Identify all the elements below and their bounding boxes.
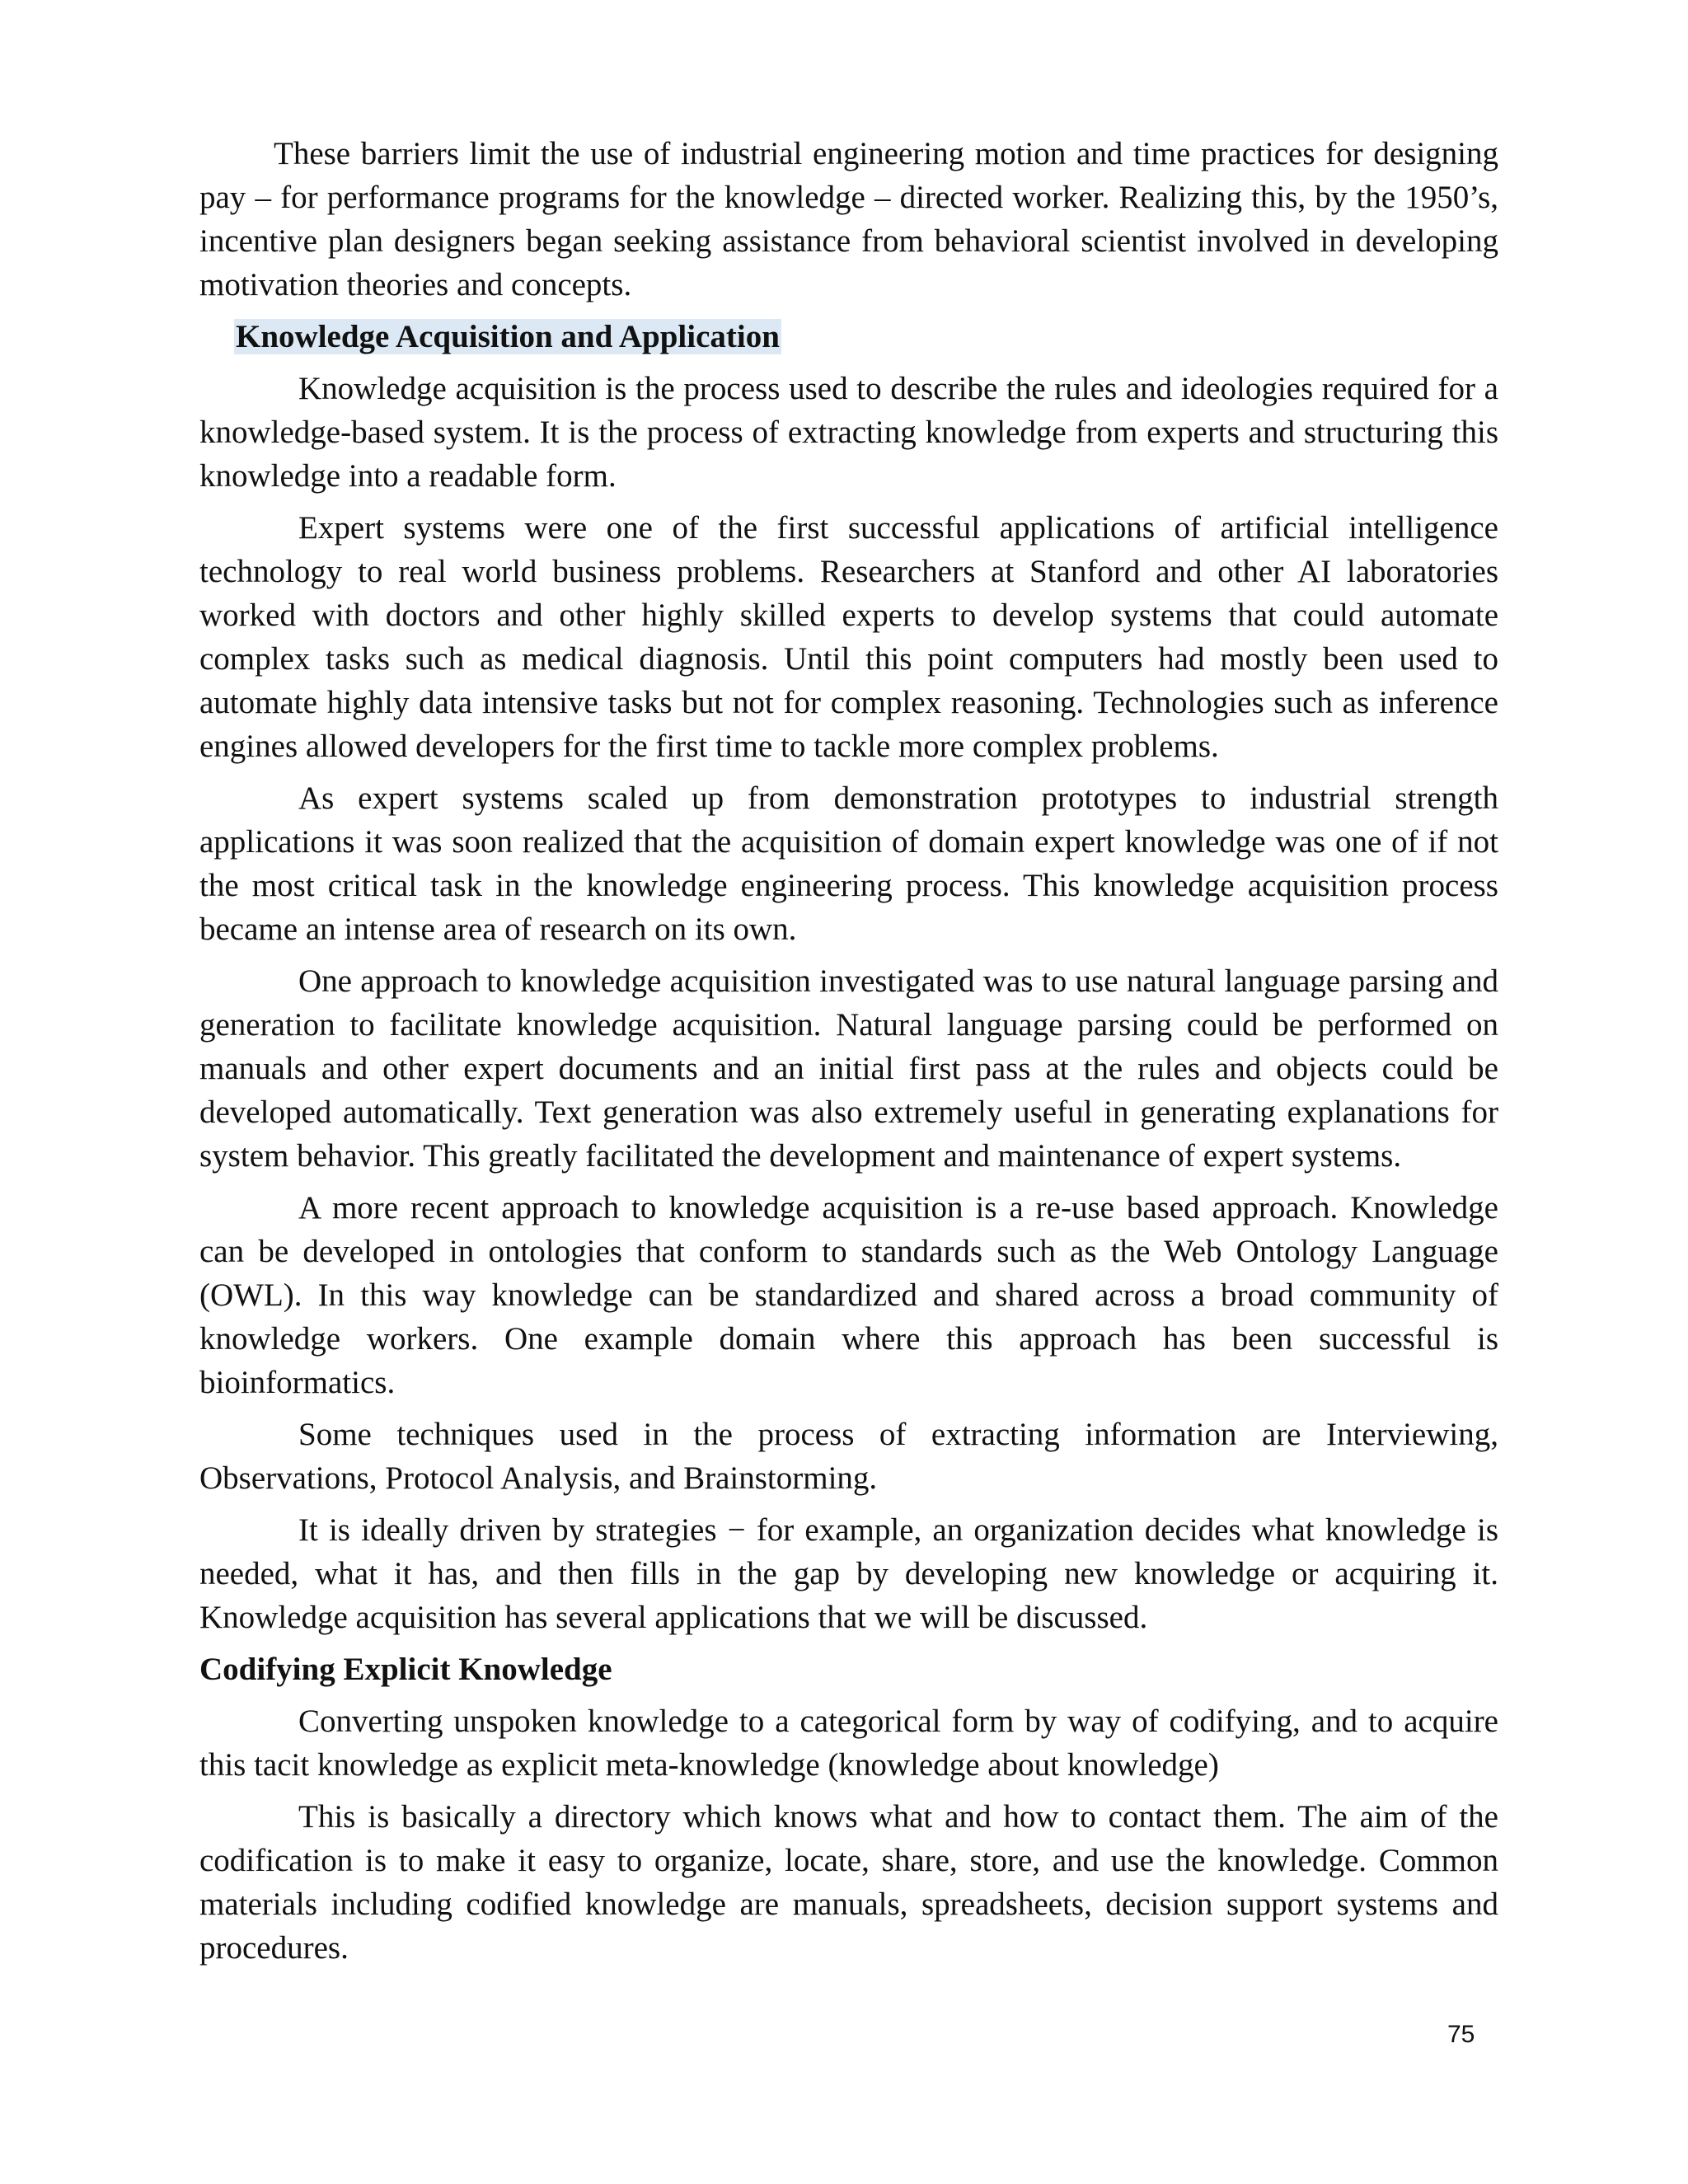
heading-highlight: Knowledge Acquisition and Application xyxy=(236,319,780,354)
paragraph: Converting unspoken knowledge to a categorical form by way of codifying, and to acquire this tacit knowledge as explicit meta-knowledge (knowledge about knowledge) xyxy=(199,1704,1498,1783)
paragraph: One approach to knowledge acquisition investigated was to use natural language parsing and generation to facilitate knowledge acquisition. Natural language parsing could be performed on manuals and other expert documents and an initial first pass at the rules and objects could be developed automatically. Text generation was also extremely useful in generating explanations for system behavior. This greatly facilitated the development and maintenance of expert systems. xyxy=(199,963,1498,1174)
section-heading-codifying: Codifying Explicit Knowledge xyxy=(199,1652,612,1687)
paragraph: This is basically a directory which knows what and how to contact them. The aim of the codification is to make it easy to organize, locate, share, store, and use the knowledge. Common materials including codified knowledge are manuals, spreadsheets, decision support systems and procedures. xyxy=(199,1799,1498,1966)
paragraph: A more recent approach to knowledge acquisition is a re-use based approach. Knowledge can be developed in ontologies that conform to standards such as the Web Ontology Language (OWL). In this way knowledge can be standardized and shared across a broad community of knowledge workers. One example domain where this approach has been successful is bioinformatics. xyxy=(199,1190,1498,1400)
intro-paragraph: These barriers limit the use of industrial engineering motion and time practices for designing pay – for performance programs for the knowledge – directed worker. Realizing this, by the 1950’s, incentive plan designers began seeking assistance from behavioral scientist involved in developing motivation theories and concepts. xyxy=(199,136,1498,302)
paragraph: It is ideally driven by strategies − for example, an organization decides what knowledge is needed, what it has, and then fills in the gap by developing new knowledge or acquiring it. Knowledge acquisition has several applications that we will be discussed. xyxy=(199,1512,1498,1635)
paragraph: Expert systems were one of the first successful applications of artificial intelligence technology to real world business problems. Researchers at Stanford and other AI laboratories worked with doctors and other highly skilled experts to develop systems that could automate complex tasks such as medical diagnosis. Until this point computers had mostly been used to automate highly data intensive tasks but not for complex reasoning. Technologies such as inference engines allowed developers for the first time to tackle more complex problems. xyxy=(199,510,1498,764)
page-number: 75 xyxy=(1447,2021,1475,2048)
paragraph: Knowledge acquisition is the process used to describe the rules and ideologies required for a knowledge-based system. It is the process of extracting knowledge from experts and structuring this knowledge into a readable form. xyxy=(199,371,1498,494)
section-heading-knowledge-acquisition xyxy=(234,315,1498,359)
paragraph: As expert systems scaled up from demonstration prototypes to industrial strength applications it was soon realized that the acquisition of domain expert knowledge was one of if not the most critical task in the knowledge engineering process. This knowledge acquisition process became an intense area of research on its own. xyxy=(199,780,1498,947)
document-page xyxy=(199,132,1498,1978)
paragraph: Some techniques used in the process of extracting information are Interviewing, Observations, Protocol Analysis, and Brainstorming. xyxy=(199,1417,1498,1496)
